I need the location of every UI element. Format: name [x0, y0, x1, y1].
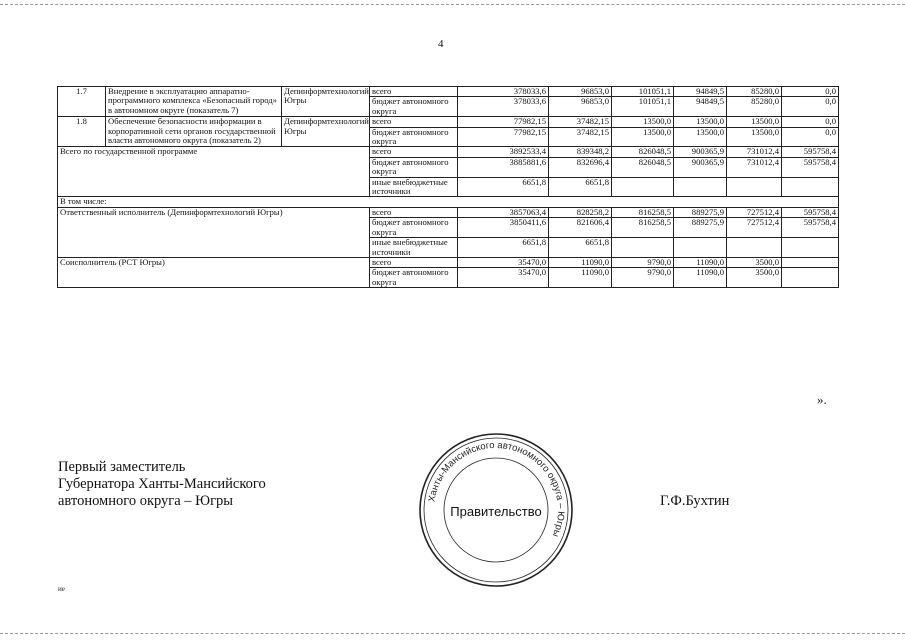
value-cell: 595758,4	[782, 207, 839, 217]
value-cell: 3885881,6	[458, 157, 549, 177]
value-cell: 731012,4	[727, 147, 782, 157]
signer-name: Г.Ф.Бухтин	[660, 493, 730, 509]
value-cell: 3892533,4	[458, 147, 549, 157]
value-cell: 77982,15	[458, 127, 549, 147]
value-cell: 13500,0	[674, 117, 727, 127]
page-number: 4	[438, 38, 444, 50]
source-cell: всего	[370, 117, 458, 127]
value-cell: 0,0	[782, 97, 839, 117]
official-seal	[416, 430, 576, 590]
value-cell: 378033,6	[458, 87, 549, 97]
value-cell: 101051,1	[612, 97, 674, 117]
seal-ring-text	[427, 440, 567, 539]
value-cell: 94849,5	[674, 97, 727, 117]
value-cell: 13500,0	[612, 117, 674, 127]
source-cell: бюджет автономного округа	[370, 157, 458, 177]
value-cell: 3850411,6	[458, 218, 549, 238]
value-cell	[782, 238, 839, 258]
value-cell: 9790,0	[612, 268, 674, 288]
value-cell: 0,0	[782, 87, 839, 97]
group-label: В том числе:	[58, 197, 839, 207]
source-cell: бюджет автономного округа	[370, 268, 458, 288]
value-cell	[674, 238, 727, 258]
value-cell: 6651,8	[549, 238, 612, 258]
value-cell: 832696,4	[549, 157, 612, 177]
value-cell: 3500,0	[727, 268, 782, 288]
value-cell: 731012,4	[727, 157, 782, 177]
measure-name: Обеспечение безопасности информации в корпоративной сети органов государственной власти автономного округа (показатель 2)	[106, 117, 282, 147]
value-cell: 6651,8	[549, 177, 612, 197]
budget-table-body	[58, 87, 839, 288]
scan-edge-bottom	[0, 633, 905, 634]
value-cell: 900365,9	[674, 147, 727, 157]
value-cell: 0,0	[782, 127, 839, 147]
value-cell: 35470,0	[458, 268, 549, 288]
value-cell: 900365,9	[674, 157, 727, 177]
table-row	[58, 117, 839, 127]
value-cell: 816258,5	[612, 218, 674, 238]
signer-title-line: Губернатора Ханты-Мансийского	[58, 476, 266, 492]
value-cell: 6651,8	[458, 177, 549, 197]
value-cell	[782, 268, 839, 288]
value-cell: 11090,0	[549, 257, 612, 267]
value-cell	[727, 238, 782, 258]
value-cell	[612, 177, 674, 197]
footer-mark: ие	[58, 585, 65, 593]
budget-table	[57, 86, 839, 288]
executor-cell: Депинформтехнологий Югры	[282, 117, 370, 147]
row-index: 1.7	[58, 87, 106, 117]
value-cell: 6651,8	[458, 238, 549, 258]
source-cell: всего	[370, 207, 458, 217]
value-cell: 828258,2	[549, 207, 612, 217]
value-cell: 11090,0	[549, 268, 612, 288]
table-row	[58, 207, 839, 217]
value-cell: 96853,0	[549, 87, 612, 97]
group-label: Ответственный исполнитель (Депинформтехнологий Югры)	[58, 207, 370, 257]
value-cell	[727, 177, 782, 197]
value-cell: 37482,15	[549, 117, 612, 127]
value-cell: 378033,6	[458, 97, 549, 117]
value-cell: 35470,0	[458, 257, 549, 267]
value-cell: 839348,2	[549, 147, 612, 157]
value-cell: 3857063,4	[458, 207, 549, 217]
source-cell: всего	[370, 257, 458, 267]
value-cell: 727512,4	[727, 207, 782, 217]
group-label: Всего по государственной программе	[58, 147, 370, 197]
value-cell	[674, 177, 727, 197]
value-cell: 85280,0	[727, 97, 782, 117]
value-cell: 3500,0	[727, 257, 782, 267]
table-row	[58, 197, 839, 207]
value-cell: 826048,5	[612, 157, 674, 177]
table-row	[58, 257, 839, 267]
value-cell: 727512,4	[727, 218, 782, 238]
source-cell: иные внебюджетные источники	[370, 177, 458, 197]
scan-edge-top	[0, 4, 905, 5]
value-cell: 37482,15	[549, 127, 612, 147]
value-cell: 77982,15	[458, 117, 549, 127]
source-cell: бюджет автономного округа	[370, 127, 458, 147]
table-row	[58, 147, 839, 157]
value-cell: 13500,0	[727, 127, 782, 147]
value-cell: 821606,4	[549, 218, 612, 238]
source-cell: всего	[370, 87, 458, 97]
source-cell: бюджет автономного округа	[370, 218, 458, 238]
value-cell: 9790,0	[612, 257, 674, 267]
value-cell: 816258,5	[612, 207, 674, 217]
closing-quote: ».	[817, 392, 827, 407]
value-cell: 595758,4	[782, 218, 839, 238]
value-cell: 101051,1	[612, 87, 674, 97]
value-cell: 11090,0	[674, 268, 727, 288]
value-cell: 13500,0	[612, 127, 674, 147]
seal-center-text: Правительство	[450, 504, 542, 519]
measure-name: Внедрение в эксплуатацию аппаратно-программного комплекса «Безопасный город» в автономном округе (показатель 7)	[106, 87, 282, 117]
value-cell: 0,0	[782, 117, 839, 127]
value-cell: 595758,4	[782, 157, 839, 177]
value-cell	[612, 238, 674, 258]
value-cell: 13500,0	[727, 117, 782, 127]
signer-title-line: автономного округа – Югры	[58, 493, 234, 509]
value-cell: 889275,9	[674, 218, 727, 238]
source-cell: бюджет автономного округа	[370, 97, 458, 117]
value-cell: 94849,5	[674, 87, 727, 97]
executor-cell: Депинформтехнологий Югры	[282, 87, 370, 117]
value-cell	[782, 177, 839, 197]
value-cell: 889275,9	[674, 207, 727, 217]
signer-title-line: Первый заместитель	[58, 459, 186, 475]
value-cell: 11090,0	[674, 257, 727, 267]
value-cell: 85280,0	[727, 87, 782, 97]
signer-title	[58, 459, 266, 510]
value-cell: 826048,5	[612, 147, 674, 157]
value-cell: 13500,0	[674, 127, 727, 147]
seal-ring-textpath: Ханты-Мансийского автономного округа – Югры	[426, 439, 567, 539]
value-cell	[782, 257, 839, 267]
source-cell: всего	[370, 147, 458, 157]
value-cell: 96853,0	[549, 97, 612, 117]
value-cell: 595758,4	[782, 147, 839, 157]
row-index: 1.8	[58, 117, 106, 147]
source-cell: иные внебюджетные источники	[370, 238, 458, 258]
group-label: Соисполнитель (РСТ Югры)	[58, 257, 370, 287]
table-row	[58, 87, 839, 97]
